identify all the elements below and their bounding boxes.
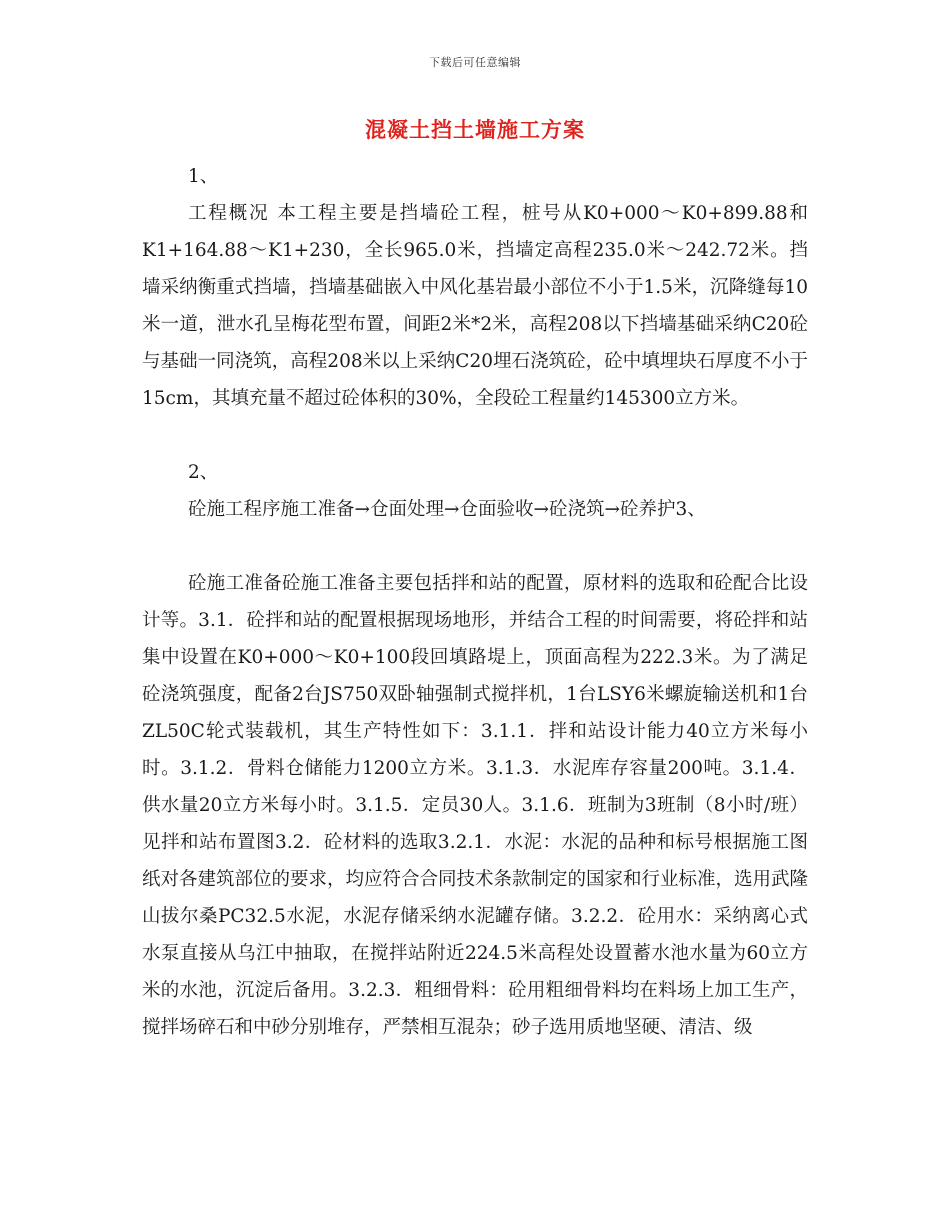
section-number-2: 2、 <box>188 462 219 483</box>
document-title: 混凝土挡土墙施工方案 <box>365 117 585 142</box>
paragraph-construction-sequence: 砼施工程序施工准备→仓面处理→仓面验收→砼浇筑→砼养护3、 <box>188 499 706 520</box>
section-number-1: 1、 <box>188 166 219 187</box>
paragraph-project-overview: 工程概况 本工程主要是挡墙砼工程，桩号从K0+000～K0+899.88和K1+164.88～K1+230，全长965.0米，挡墙定高程235.0米～242.72米。挡墙采纳衡重式挡墙，挡墙基础嵌入中风化基岩最小部位不小于1.5米，沉降缝每10米一道，泄水孔呈梅花型布置，间距2米*2米，高程208以下挡墙基础采纳C20砼与基础一同浇筑，高程208米以上采纳C20埋石浇筑砼，砼中填埋块石厚度不小于15cm，其填充量不超过砼体积的30%，全段砼工程量约145300立方米。 <box>142 203 808 409</box>
page-header-note: 下载后可任意编辑 <box>429 56 521 69</box>
paragraph-construction-preparation: 砼施工准备砼施工准备主要包括拌和站的配置，原材料的选取和砼配合比设计等。3.1．砼拌和站的配置根据现场地形，并结合工程的时间需要，将砼拌和站集中设置在K0+000～K0+100段回填路堤上，顶面高程为222.3米。为了满足砼浇筑强度，配备2台JS750双卧轴强制式搅拌机，1台LSY6米螺旋输送机和1台ZL50C轮式装载机，其生产特性如下：3.1.1．拌和站设计能力40立方米每小时。3.1.2．骨料仓储能力1200立方米。3.1.3．水泥库存容量200吨。3.1.4．供水量20立方米每小时。3.1.5．定员30人。3.1.6．班制为3班制（8小时/班）见拌和站布置图3.2．砼材料的选取3.2.1．水泥：水泥的品种和标号根据施工图纸对各建筑部位的要求，均应符合合同技术条款制定的国家和行业标准，选用武隆山拔尔桑PC32.5水泥，水泥存储采纳水泥罐存储。3.2.2．砼用水：采纳离心式水泵直接从乌江中抽取，在搅拌站附近224.5米高程处设置蓄水池水量为60立方米的水池，沉淀后备用。3.2.3．粗细骨料：砼用粗细骨料均在料场上加工生产，搅拌场碎石和中砂分别堆存，严禁相互混杂；砂子选用质地坚硬、清洁、级 <box>142 573 809 1038</box>
